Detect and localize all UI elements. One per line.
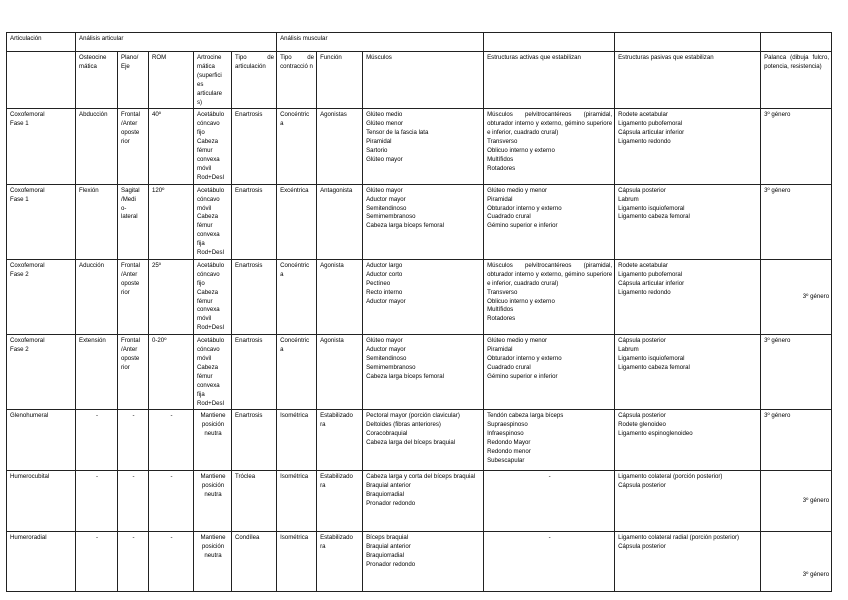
header-estructuras-pasivas: Estructuras pasivas que estabilizan bbox=[615, 52, 761, 109]
cell-tipo-articulacion: Enartrosis bbox=[232, 259, 277, 334]
cell-palanca: 3º género bbox=[761, 335, 832, 410]
cell-osteocinematica: Abducción bbox=[76, 109, 118, 184]
cell-estructuras-activas bbox=[484, 109, 615, 184]
cell-palanca: 3º género bbox=[761, 471, 832, 532]
cell-tipo-articulacion: Condílea bbox=[232, 532, 277, 592]
cell-musculos bbox=[363, 532, 484, 592]
table-body bbox=[7, 109, 832, 592]
cell-funcion: Agonistas bbox=[317, 109, 363, 184]
cell-estructuras-pasivas: Cápsula posterior Labrum Ligamento isquiofemoral Ligamento cabeza femoral bbox=[615, 184, 761, 259]
cell-estructuras-pasivas: Cápsula posterior Rodete glenoideo Ligamento espinoglenoideo bbox=[615, 410, 761, 471]
cell-osteocinematica: - bbox=[76, 471, 118, 532]
cell-rom: 120º bbox=[149, 184, 194, 259]
cell-palanca: 3º género bbox=[761, 184, 832, 259]
header-analisis-muscular: Análisis muscular bbox=[277, 33, 484, 52]
header-empty-activas bbox=[484, 33, 615, 52]
cell-tipo-contraccion: Isométrica bbox=[277, 471, 317, 532]
header-plano-eje: Plano/ Eje bbox=[118, 52, 149, 109]
cell-estructuras-pasivas: Ligamento colateral (porción posterior) Cápsula posterior bbox=[615, 471, 761, 532]
musculos-list: Pectoral mayor (porción clavicular) Deltoides (fibras anteriores) Coracobraquial Cabeza larga del bíceps braquial bbox=[366, 412, 460, 447]
cell-musculos bbox=[363, 471, 484, 532]
header-analisis-articular: Análisis articular bbox=[76, 33, 277, 52]
table-row bbox=[7, 109, 832, 184]
cell-funcion: Estabilizado ra bbox=[317, 532, 363, 592]
cell-plano-eje: Sagital /Medi o- lateral bbox=[118, 184, 149, 259]
cell-tipo-contraccion: Isométrica bbox=[277, 532, 317, 592]
cell-tipo-contraccion: Excéntrica bbox=[277, 184, 317, 259]
cell-tipo-contraccion: Isométrica bbox=[277, 410, 317, 471]
header-palanca: Palanca (dibuja fulcro, potencia, resistencia) bbox=[761, 52, 832, 109]
cell-estructuras-activas bbox=[484, 259, 615, 334]
cell-estructuras-pasivas: Ligamento colateral radial (porción posterior) Cápsula posterior bbox=[615, 532, 761, 592]
cell-funcion: Agonista bbox=[317, 259, 363, 334]
header-estructuras-activas: Estructuras activas que estabilizan bbox=[484, 52, 615, 109]
table-row bbox=[7, 471, 832, 532]
activas-list: Glúteo medio y menor Piramidal Obturador interno y externo Cuadrado crural Gémino superior e inferior bbox=[487, 337, 562, 380]
cell-artrocinematica: Mantiene posición neutra bbox=[194, 410, 232, 471]
cell-musculos bbox=[363, 335, 484, 410]
activas-list: - bbox=[548, 473, 551, 481]
cell-plano-eje: Frontal /Anter oposte rior bbox=[118, 109, 149, 184]
musculos-list: Aductor largo Aductor corto Pectíneo Recto interno Aductor mayor bbox=[366, 261, 406, 305]
cell-estructuras-activas bbox=[484, 184, 615, 259]
activas-list: Transverso Oblicuo interno y externo Multífidos Rotadores bbox=[487, 138, 555, 172]
cell-artrocinematica: Acetábulo cóncavo fijo Cabeza fémur convexa móvil Rod+Desl bbox=[194, 109, 232, 184]
cell-articulacion: Coxofemoral Fase 1 bbox=[7, 184, 76, 259]
activas-list: - bbox=[548, 534, 551, 542]
header-osteocinematica: Osteocine mática bbox=[76, 52, 118, 109]
musculos-list: Braquial anterior Braquiorradial Pronador redondo bbox=[366, 482, 416, 508]
cell-tipo-articulacion: Enartrosis bbox=[232, 109, 277, 184]
cell-rom: - bbox=[149, 532, 194, 592]
cell-tipo-articulacion: Enartrosis bbox=[232, 335, 277, 410]
activas-list: Transverso Oblicuo interno y externo Multífidos Rotadores bbox=[487, 288, 555, 323]
musculos-list: Bíceps braquial Braquial anterior Braquiorradial Pronador redondo bbox=[366, 534, 416, 569]
cell-estructuras-pasivas: Cápsula posterior Labrum Ligamento isquiofemoral Ligamento cabeza femoral bbox=[615, 335, 761, 410]
header-row-1 bbox=[7, 33, 832, 52]
musculos-list: Glúteo mayor Aductor mayor Semitendinoso Semimembranoso Cabeza larga bíceps femoral bbox=[366, 337, 444, 380]
cell-articulacion: Coxofemoral Fase 2 bbox=[7, 335, 76, 410]
cell-palanca: 3º género bbox=[761, 259, 832, 334]
cell-tipo-articulacion: Enartrosis bbox=[232, 184, 277, 259]
table-row bbox=[7, 410, 832, 471]
cell-estructuras-activas bbox=[484, 410, 615, 471]
cell-rom: 25º bbox=[149, 259, 194, 334]
cell-artrocinematica: Mantiene posición neutra bbox=[194, 471, 232, 532]
cell-palanca: 3º género bbox=[761, 109, 832, 184]
cell-artrocinematica: Acetábulo cóncavo móvil Cabeza fémur convexa fija Rod+Desl bbox=[194, 184, 232, 259]
header-artrocinematica: Artrocine mática (superfici es articulare s) bbox=[194, 52, 232, 109]
cell-estructuras-activas bbox=[484, 471, 615, 532]
cell-artrocinematica: Acetábulo cóncavo móvil Cabeza fémur convexa fija Rod+Desl bbox=[194, 335, 232, 410]
header-articulacion: Articulación bbox=[7, 33, 76, 52]
cell-rom: - bbox=[149, 410, 194, 471]
cell-estructuras-activas bbox=[484, 532, 615, 592]
cell-plano-eje: - bbox=[118, 471, 149, 532]
biomechanics-table bbox=[6, 32, 832, 592]
cell-osteocinematica: Extensión bbox=[76, 335, 118, 410]
cell-articulacion: Coxofemoral Fase 1 bbox=[7, 109, 76, 184]
header-empty-articulacion bbox=[7, 52, 76, 109]
header-empty-palanca bbox=[761, 33, 832, 52]
cell-musculos bbox=[363, 109, 484, 184]
cell-artrocinematica: Mantiene posición neutra bbox=[194, 532, 232, 592]
cell-osteocinematica: - bbox=[76, 410, 118, 471]
cell-tipo-contraccion: Concéntric a bbox=[277, 109, 317, 184]
cell-rom: 40º bbox=[149, 109, 194, 184]
cell-musculos bbox=[363, 259, 484, 334]
header-tipo-articulacion: Tipo de articulación bbox=[232, 52, 277, 109]
cell-articulacion: Humerocubital bbox=[7, 471, 76, 532]
header-rom: ROM bbox=[149, 52, 194, 109]
cell-articulacion: Coxofemoral Fase 2 bbox=[7, 259, 76, 334]
cell-tipo-articulacion: Tróclea bbox=[232, 471, 277, 532]
table-row bbox=[7, 259, 832, 334]
cell-estructuras-pasivas: Rodete acetabular Ligamento pubofemoral Cápsula articular inferior Ligamento redondo bbox=[615, 259, 761, 334]
cell-osteocinematica: Flexión bbox=[76, 184, 118, 259]
cell-rom: 0-20º bbox=[149, 335, 194, 410]
cell-estructuras-pasivas: Rodete acetabular Ligamento pubofemoral Cápsula articular inferior Ligamento redondo bbox=[615, 109, 761, 184]
cell-osteocinematica: - bbox=[76, 532, 118, 592]
header-empty-pasivas bbox=[615, 33, 761, 52]
table-row bbox=[7, 184, 832, 259]
cell-tipo-articulacion: Enartrosis bbox=[232, 410, 277, 471]
cell-plano-eje: - bbox=[118, 532, 149, 592]
cell-estructuras-activas bbox=[484, 335, 615, 410]
musculos-list: Glúteo mayor Aductor mayor Semitendinoso Semimembranoso Cabeza larga bíceps femoral bbox=[366, 186, 444, 230]
table-row bbox=[7, 532, 832, 592]
cell-musculos bbox=[363, 410, 484, 471]
cell-rom: - bbox=[149, 471, 194, 532]
cell-musculos bbox=[363, 184, 484, 259]
cell-tipo-contraccion: Concéntric a bbox=[277, 259, 317, 334]
header-musculos: Músculos bbox=[363, 52, 484, 109]
cell-plano-eje: Frontal /Anter oposte rior bbox=[118, 335, 149, 410]
activas-list: Tendón cabeza larga bíceps Supraespinoso Infraespinoso Redondo Mayor Redondo menor Subescapular bbox=[487, 412, 564, 464]
cell-osteocinematica: Aducción bbox=[76, 259, 118, 334]
cell-articulacion: Humeroradial bbox=[7, 532, 76, 592]
cell-articulacion: Glenohumeral bbox=[7, 410, 76, 471]
musculos-list: Glúteo medio Glúteo menor Tensor de la fascia lata Piramidal Sartorio Glúteo mayor bbox=[366, 111, 429, 163]
cell-funcion: Estabilizado ra bbox=[317, 471, 363, 532]
cell-funcion: Antagonista bbox=[317, 184, 363, 259]
header-funcion: Función bbox=[317, 52, 363, 109]
cell-palanca: 3º género bbox=[761, 410, 832, 471]
cell-plano-eje: - bbox=[118, 410, 149, 471]
cell-funcion: Agonista bbox=[317, 335, 363, 410]
musculos-intro: Cabeza larga y corta del bíceps braquial bbox=[366, 473, 476, 481]
cell-palanca: 3º género bbox=[761, 532, 832, 592]
cell-tipo-contraccion: Concéntric a bbox=[277, 335, 317, 410]
header-tipo-contraccion: Tipo de contracció n bbox=[277, 52, 317, 109]
cell-funcion: Estabilizado ra bbox=[317, 410, 363, 471]
cell-plano-eje: Frontal /Anter oposte rior bbox=[118, 259, 149, 334]
activas-intro: Músculos pelvitrocantéreos (piramidal, obturador interno y externo, gémino superiore e inferior, cuadrado crural) bbox=[487, 111, 613, 137]
activas-intro: Músculos pelvitrocantéreos (piramidal, obturador interno y externo, gémino superiore e inferior, cuadrado crural) bbox=[487, 261, 613, 287]
table-row bbox=[7, 335, 832, 410]
cell-artrocinematica: Acetábulo cóncavo fijo Cabeza fémur convexa móvil Rod+Desl bbox=[194, 259, 232, 334]
activas-list: Glúteo medio y menor Piramidal Obturador interno y externo Cuadrado crural Gémino superior e inferior bbox=[487, 186, 562, 230]
header-row-2 bbox=[7, 52, 832, 109]
